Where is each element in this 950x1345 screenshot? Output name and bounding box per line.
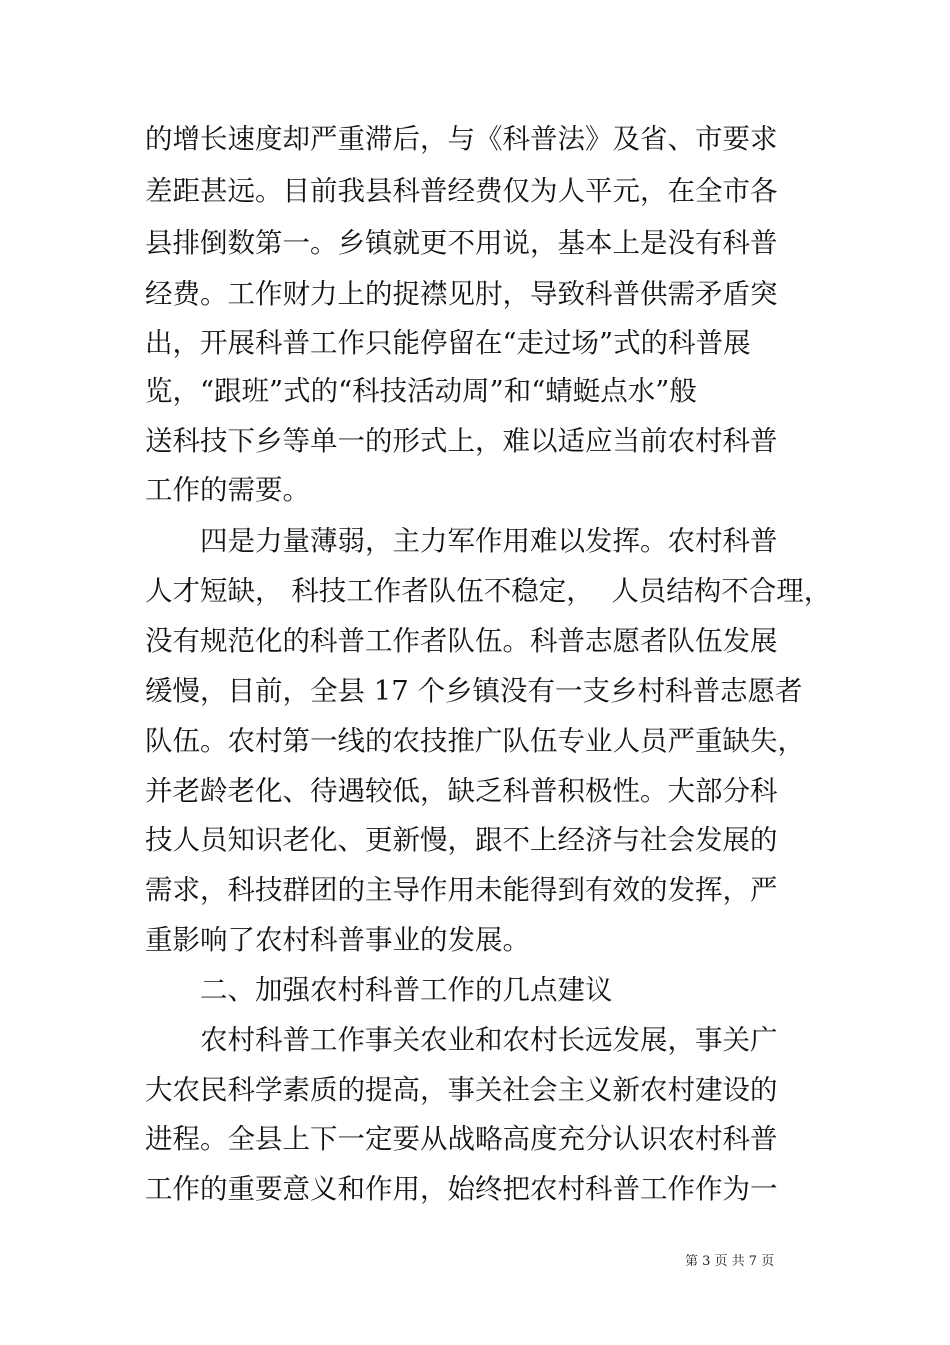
body-line: 需求，科技群团的主导作用未能得到有效的发挥，严 — [145, 874, 778, 906]
body-line: 进程。全县上下一定要从战略高度充分认识农村科普 — [145, 1123, 778, 1155]
body-line: 送科技下乡等单一的形式上，难以适应当前农村科普 — [145, 425, 778, 457]
body-line: 工作的需要。 — [145, 474, 310, 506]
body-line: 经费。工作财力上的捉襟见肘，导致科普供需矛盾突 — [145, 278, 778, 310]
section-heading: 二、加强农村科普工作的几点建议 — [200, 974, 613, 1006]
body-line: 出，开展科普工作只能停留在“走过场”式的科普展 — [145, 327, 751, 359]
body-line: 大农民科学素质的提高，事关社会主义新农村建设的 — [145, 1074, 778, 1106]
paragraph-first-line: 农村科普工作事关农业和农村长远发展，事关广 — [200, 1024, 778, 1056]
body-line: 差距甚远。目前我县科普经费仅为人平元，在全市各 — [145, 175, 778, 207]
body-line: 县排倒数第一。乡镇就更不用说，基本上是没有科普 — [145, 227, 778, 259]
body-line: 并老龄老化、待遇较低，缺乏科普积极性。大部分科 — [145, 775, 778, 807]
body-line: 重影响了农村科普事业的发展。 — [145, 924, 530, 956]
body-line: 队伍。农村第一线的农技推广队伍专业人员严重缺失， — [145, 725, 805, 757]
body-line: 没有规范化的科普工作者队伍。科普志愿者队伍发展 — [145, 625, 778, 657]
paragraph-first-line: 四是力量薄弱，主力军作用难以发挥。农村科普 — [200, 525, 778, 557]
body-line: 览，“跟班”式的“科技活动周”和“蜻蜓点水”般 — [145, 375, 697, 407]
body-line: 缓慢，目前，全县 17 个乡镇没有一支乡村科普志愿者 — [145, 675, 803, 707]
body-line: 的增长速度却严重滞后，与《科普法》及省、市要求 — [145, 123, 778, 155]
body-line: 技人员知识老化、更新慢，跟不上经济与社会发展的 — [145, 824, 778, 856]
body-line: 人才短缺， 科技工作者队伍不稳定， 人员结构不合理， — [145, 575, 832, 607]
page-number-footer: 第 3 页 共 7 页 — [685, 1254, 775, 1269]
body-line: 工作的重要意义和作用，始终把农村科普工作作为一 — [145, 1173, 778, 1205]
